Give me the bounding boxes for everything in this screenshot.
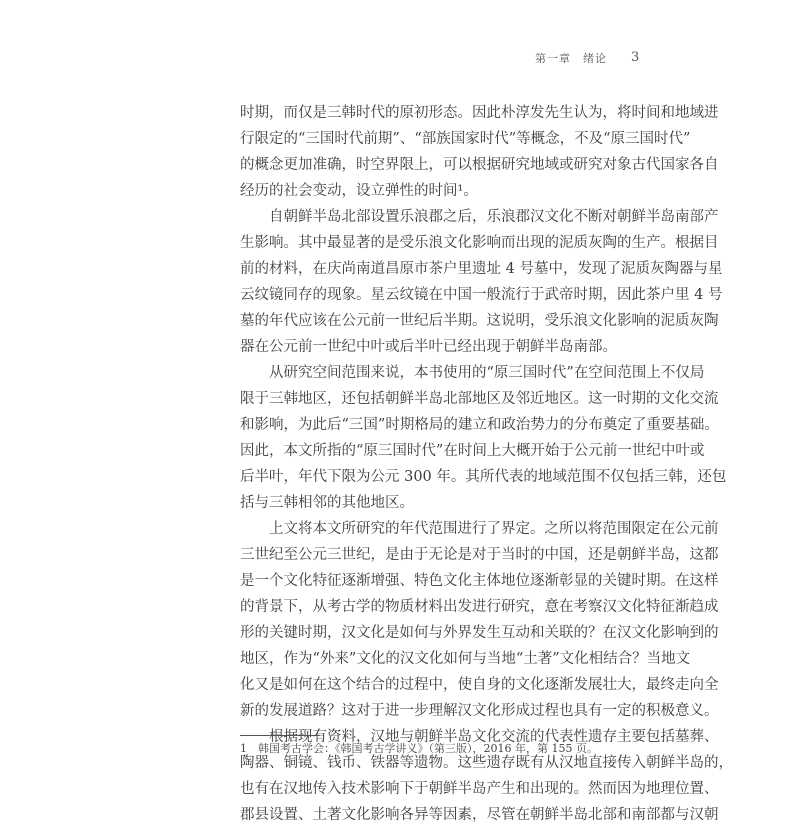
text-line: 生影响。其中最显著的是受乐浪文化影响而出现的泥质灰陶的生产。根据目 [240,235,719,251]
running-header [535,50,640,66]
text-line: 后半叶，年代下限为公元 300 年。其所代表的地域范围不仅包括三韩，还包 [240,469,727,485]
text-line: 三世纪至公元三世纪，是由于无论是对于当时的中国，还是朝鲜半岛，这都 [240,547,719,563]
text-line: 是一个文化特征逐渐增强、特色文化主体地位逐渐彰显的关键时期。在这样 [240,573,719,589]
text-line: 自朝鲜半岛北部设置乐浪郡之后，乐浪郡汉文化不断对朝鲜半岛南部产 [269,209,719,225]
text-line: 经历的社会变动，设立弹性的时间¹。 [240,183,478,199]
body-text [240,100,733,828]
text-line: 地区，作为“外来”文化的汉文化如何与当地“土著”文化相结合？当地文 [240,651,691,667]
text-line: 陶器、铜镜、钱币、铁器等遗物。这些遗存既有从汉地直接传入朝鲜半岛的， [240,755,733,771]
text-line: 郡县设置、土著文化影响各异等因素，尽管在朝鲜半岛北部和南部都与汉朝 [240,807,719,823]
page-number: 3 [631,50,641,65]
text-line: 因此，本文所指的“原三国时代”在时间上大概开始于公元前一世纪中叶或 [240,443,705,459]
text-line: 墓的年代应该在公元前一世纪后半期。这说明，受乐浪文化影响的泥质灰陶 [240,313,719,329]
text-line: 化又是如何在这个结合的过程中，使自身的文化逐渐发展壮大，最终走向全 [240,677,719,693]
text-line: 器在公元前一世纪中叶或后半叶已经出现于朝鲜半岛南部。 [240,339,617,355]
section-label: 绪论 [583,52,607,65]
text-line: 也有在汉地传入技术影响下于朝鲜半岛产生和出现的。然而因为地理位置、 [240,781,719,797]
text-line: 前的材料，在庆尚南道昌原市茶户里遗址 4 号墓中，发现了泥质灰陶器与星 [240,261,723,277]
text-line: 根据现有资料，汉地与朝鲜半岛文化交流的代表性遗存主要包括墓葬、 [269,729,719,745]
text-line: 新的发展道路？这对于进一步理解汉文化形成过程也具有一定的积极意义。 [240,703,719,719]
footnote-rule [240,735,320,736]
text-line: 上文将本文所研究的年代范围进行了界定。之所以将范围限定在公元前 [269,521,719,537]
text-line: 括与三韩相邻的其他地区。 [240,495,414,511]
footnote: 1 韩国考古学会：《韩国考古学讲义》（第三版），2016 年，第 155 页。 [240,742,598,755]
text-line: 限于三韩地区，还包括朝鲜半岛北部地区及邻近地区。这一时期的文化交流 [240,391,719,407]
text-line: 的概念更加准确，时空界限上，可以根据研究地域或研究对象古代国家各自 [240,157,719,173]
text-line: 时期，而仅是三韩时代的原初形态。因此朴淳发先生认为，将时间和地域进 [240,105,719,121]
text-line: 从研究空间范围来说，本书使用的“原三国时代”在空间范围上不仅局 [269,365,705,381]
chapter-label: 第一章 [535,52,571,65]
text-line: 云纹镜同存的现象。星云纹镜在中国一般流行于武帝时期，因此茶户里 4 号 [240,287,723,303]
text-line: 和影响，为此后“三国”时期格局的建立和政治势力的分布奠定了重要基础。 [240,417,719,433]
text-line: 的背景下，从考古学的物质材料出发进行研究，意在考察汉文化特征渐趋成 [240,599,719,615]
text-line: 形的关键时期，汉文化是如何与外界发生互动和关联的？在汉文化影响到的 [240,625,719,641]
text-line: 行限定的“三国时代前期”、“部族国家时代”等概念，不及“原三国时代” [240,131,691,147]
